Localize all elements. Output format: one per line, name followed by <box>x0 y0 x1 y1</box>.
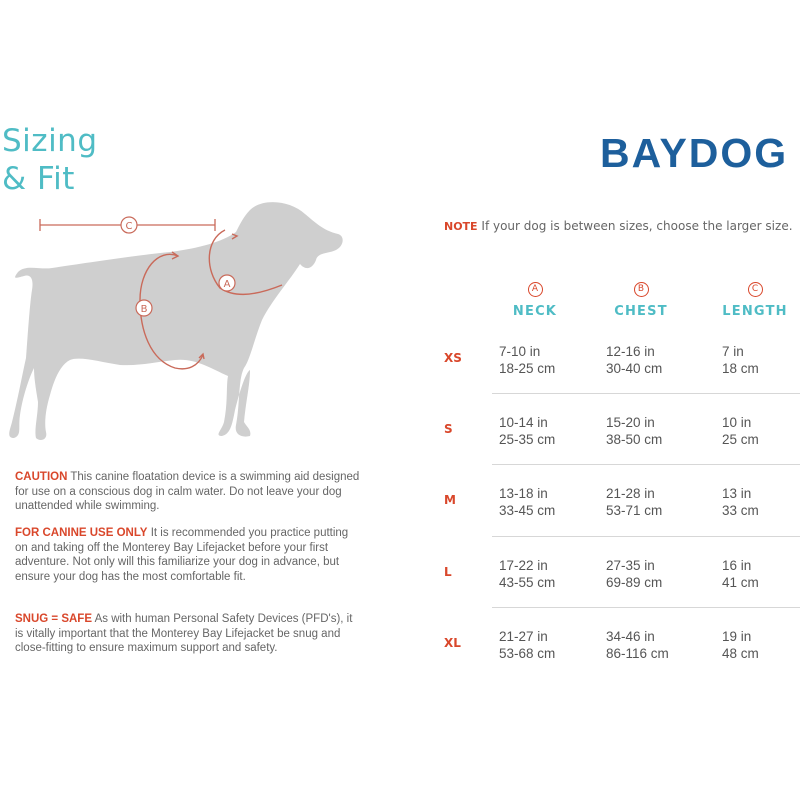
length-value: 19 in 48 cm <box>722 629 759 661</box>
neck-value: 21-27 in 53-68 cm <box>499 629 556 661</box>
dog-measurement-diagram <box>0 190 360 460</box>
chest-header: CHEST <box>614 304 668 319</box>
snug-safe-text: As with human Personal Safety Devices (PFD's), it is vitally important that the Monterey Bay Lifejacket be snug and close-fitting to ensure maximum support and safety. <box>15 613 353 654</box>
row-divider <box>492 536 800 537</box>
size-row-xs <box>440 343 800 414</box>
chest-marker: B <box>634 282 649 297</box>
length-value: 13 in 33 cm <box>722 486 759 518</box>
title-line-2: & Fit <box>2 161 75 197</box>
caution-paragraph <box>15 470 360 514</box>
size-row-xl <box>440 628 800 699</box>
note-label: NOTE <box>444 220 478 233</box>
marker-a-label: A <box>223 279 231 290</box>
size-label: XL <box>444 636 461 650</box>
canine-use-paragraph <box>15 526 360 584</box>
column-neck <box>480 282 590 319</box>
brand-logo <box>598 125 798 177</box>
canine-use-text: It is recommended you practice putting on and taking off the Monterey Bay Lifejacket before your first adventure. Not only will this familiarize your dog in advance, but ensure your dog has the most comfortable fit. <box>15 527 349 583</box>
length-value: 10 in 25 cm <box>722 415 759 447</box>
title-line-1: Sizing <box>2 123 98 159</box>
caution-heading: CAUTION <box>15 471 68 483</box>
note-text: If your dog is between sizes, choose the larger size. <box>481 219 793 233</box>
neck-value: 17-22 in 43-55 cm <box>499 558 556 590</box>
chest-value: 15-20 in 38-50 cm <box>606 415 663 447</box>
size-label: L <box>444 565 452 579</box>
snug-safe-paragraph <box>15 612 360 656</box>
size-row-m <box>440 485 800 556</box>
canine-use-heading: FOR CANINE USE ONLY <box>15 527 148 539</box>
size-label: XS <box>444 351 462 365</box>
neck-value: 13-18 in 33-45 cm <box>499 486 556 518</box>
neck-header: NECK <box>512 304 558 319</box>
neck-value: 7-10 in 18-25 cm <box>499 344 556 376</box>
size-label: S <box>444 422 453 436</box>
row-divider <box>492 464 800 465</box>
chest-value: 27-35 in 69-89 cm <box>606 558 663 590</box>
column-length <box>700 282 800 319</box>
page-title <box>2 122 98 198</box>
neck-marker: A <box>528 282 543 297</box>
length-marker: C <box>748 282 763 297</box>
length-value: 16 in 41 cm <box>722 558 759 590</box>
size-row-s <box>440 414 800 485</box>
chest-value: 34-46 in 86-116 cm <box>606 629 669 661</box>
column-chest <box>586 282 696 319</box>
brand-name: BAYDOG <box>600 130 789 176</box>
chest-value: 12-16 in 30-40 cm <box>606 344 663 376</box>
length-header: LENGTH <box>722 304 788 319</box>
length-value: 7 in 18 cm <box>722 344 759 376</box>
marker-c-label: C <box>125 221 133 232</box>
dog-silhouette <box>9 202 342 440</box>
row-divider <box>492 607 800 608</box>
snug-safe-heading: SNUG = SAFE <box>15 613 93 625</box>
size-row-l <box>440 557 800 628</box>
chest-value: 21-28 in 53-71 cm <box>606 486 663 518</box>
size-label: M <box>444 493 456 507</box>
caution-text: This canine floatation device is a swimming aid designed for use on a conscious dog in calm water. Do not leave your dog unattended while swimming. <box>15 471 360 512</box>
marker-b-label: B <box>140 304 148 315</box>
neck-value: 10-14 in 25-35 cm <box>499 415 556 447</box>
row-divider <box>492 393 800 394</box>
size-note <box>444 219 793 233</box>
